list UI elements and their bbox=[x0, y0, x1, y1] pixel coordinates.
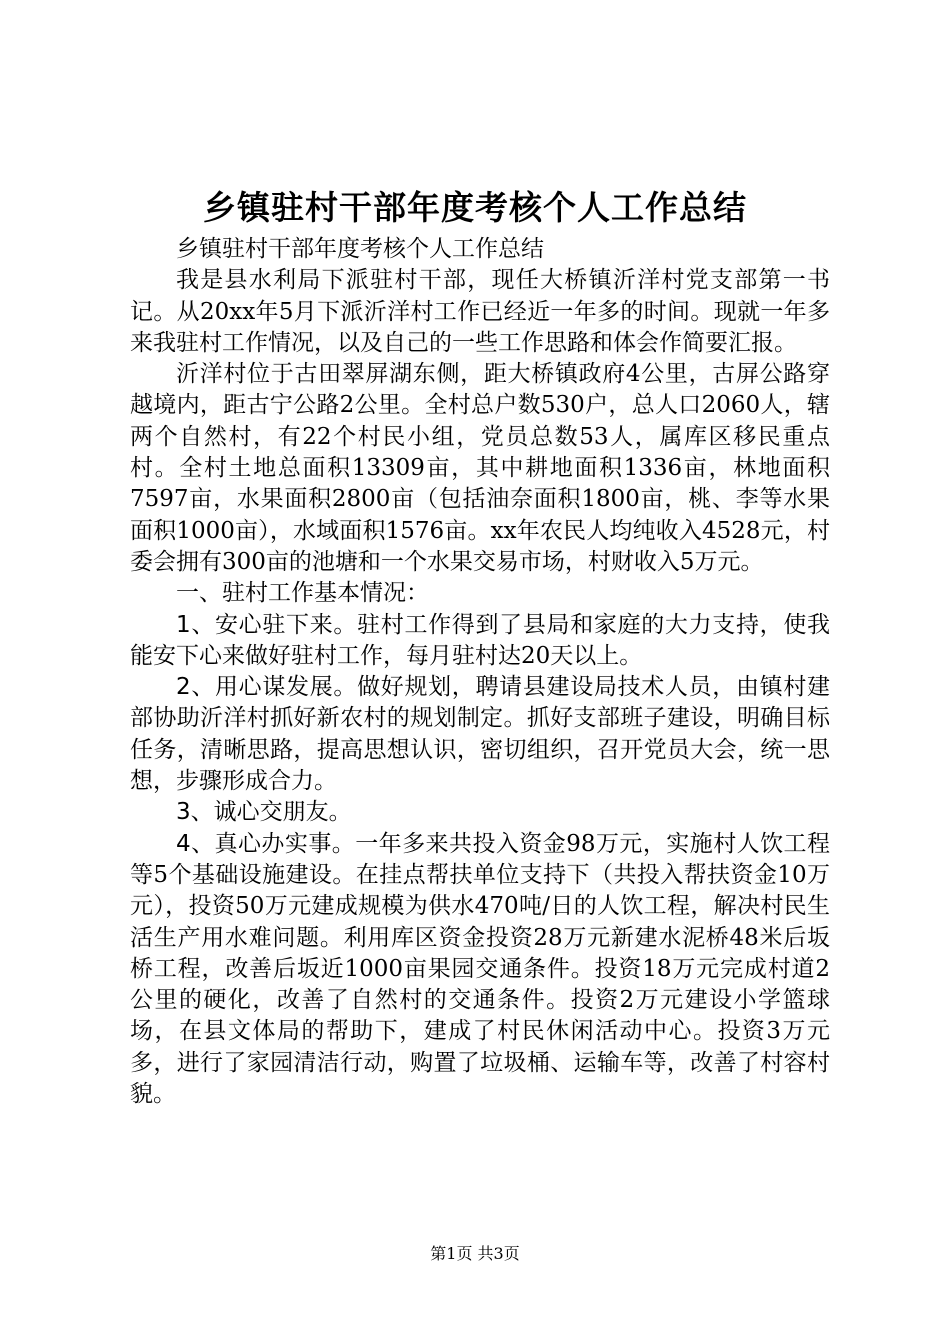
item-4-lead: 4、真心办实事。 bbox=[176, 830, 356, 857]
item-2-paragraph bbox=[130, 672, 830, 797]
item-2-lead: 2、用心谋发展。 bbox=[176, 674, 358, 701]
item-2-body: 做好规划，聘请县建设局技术人员，由镇村建部协助沂洋村抓好新农村的规划制定。抓好支部班子建设，明确目标任务，清晰思路，提高思想认识，密切组织，召开党员大会，统一思想，步骤形成合力。 bbox=[130, 674, 830, 795]
item-1-lead: 1、安心驻下来。 bbox=[176, 611, 358, 638]
item-4-body: 一年多来共投入资金98万元，实施村人饮工程等5个基础设施建设。在挂点帮扶单位支持下（共投入帮扶资金10万元），投资50万元建成规模为供水470吨/日的人饮工程，解决村民生活生产用水难问题。利用库区资金投资28万元新建水泥桥48米后坂桥工程，改善后坂近1000亩果园交通条件。投资18万元完成村道2公里的硬化，改善了自然村的交通条件。投资2万元建设小学篮球场，在县文体局的帮助下，建成了村民休闲活动中心。投资3万元多，进行了家园清洁行动，购置了垃圾桶、运输车等，改善了村容村貌。 bbox=[130, 830, 830, 1108]
item-3-lead: 3、诚心交朋友。 bbox=[176, 799, 352, 826]
item-1-body: 驻村工作得到了县局和家庭的大力支持，使我能安下心来做好驻村工作，每月驻村达20天以上。 bbox=[130, 611, 830, 669]
village-overview-paragraph: 沂洋村位于古田翠屏湖东侧，距大桥镇政府4公里，古屏公路穿越境内，距古宁公路2公里。全村总户数530户，总人口2060人，辖两个自然村，有22个村民小组，党员总数53人，属库区移民重点村。全村土地总面积13309亩，其中耕地面积1336亩，林地面积7597亩，水果面积2800亩（包括油奈面积1800亩，桃、李等水果面积1000亩），水域面积1576亩。xx年农民人均纯收入4528元，村委会拥有300亩的池塘和一个水果交易市场，村财收入5万元。 bbox=[130, 361, 830, 575]
item-3-paragraph bbox=[130, 797, 830, 828]
item-1-paragraph bbox=[130, 610, 830, 673]
intro-paragraph: 我是县水利局下派驻村干部，现任大桥镇沂洋村党支部第一书记。从20xx年5月下派沂洋村工作已经近一年多的时间。现就一年多来我驻村工作情况，以及自己的一些工作思路和体会作简要汇报。 bbox=[130, 267, 830, 356]
page-footer: 第1页 共3页 bbox=[430, 1244, 520, 1263]
subtitle-paragraph: 乡镇驻村干部年度考核个人工作总结 bbox=[176, 236, 544, 262]
item-4-paragraph bbox=[130, 829, 830, 1111]
document-body bbox=[130, 234, 830, 1110]
document-title: 乡镇驻村干部年度考核个人工作总结 bbox=[203, 188, 747, 227]
section-heading: 一、驻村工作基本情况： bbox=[176, 580, 429, 607]
